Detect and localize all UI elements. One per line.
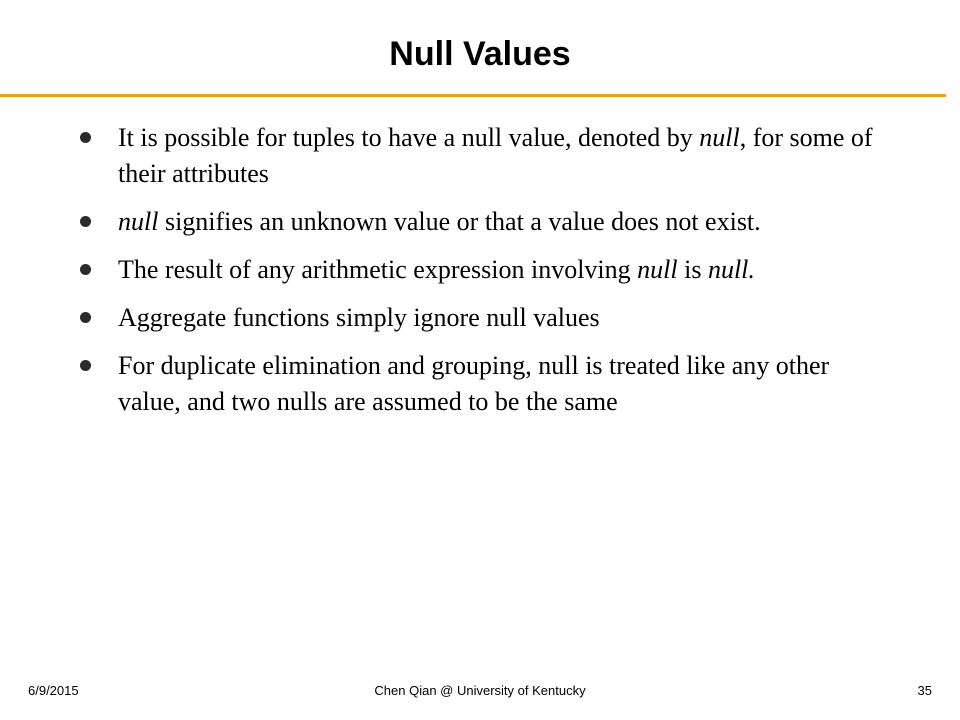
bullet-text-segment: It is possible for tuples to have a null value, denoted by (118, 123, 700, 152)
bullet-text-segment: null (637, 255, 678, 284)
bullet-text-segment: null (699, 123, 740, 152)
bullet-item (80, 252, 880, 288)
title-divider (0, 94, 946, 97)
bullet-text-segment: null (118, 207, 159, 236)
bullet-item (80, 120, 880, 192)
page-number: 35 (917, 683, 932, 698)
bullet-text-segment: Aggregate functions simply ignore null values (118, 303, 600, 332)
bullet-dot-icon (80, 132, 91, 143)
bullet-dot-icon (80, 216, 91, 227)
bullet-text-segment: signifies an unknown value or that a value does not exist. (158, 207, 761, 236)
bullet-dot-icon (80, 360, 91, 371)
bullet-text-segment: The result of any arithmetic expression involving (118, 255, 638, 284)
bullet-text-segment: , for some of their attributes (118, 123, 873, 188)
footer-date: 6/9/2015 (28, 683, 79, 698)
bullet-list (80, 120, 880, 432)
bullet-text-segment: is (677, 255, 708, 284)
bullet-item (80, 300, 880, 336)
bullet-item (80, 204, 880, 240)
bullet-item (80, 348, 880, 420)
bullet-dot-icon (80, 312, 91, 323)
slide-title: Null Values (389, 35, 571, 73)
bullet-dot-icon (80, 264, 91, 275)
footer-author: Chen Qian @ University of Kentucky (374, 683, 586, 698)
bullet-text-segment: null. (707, 255, 755, 284)
bullet-text-segment: For duplicate elimination and grouping, null is treated like any other value, and two nulls are assumed to be the same (118, 351, 830, 416)
